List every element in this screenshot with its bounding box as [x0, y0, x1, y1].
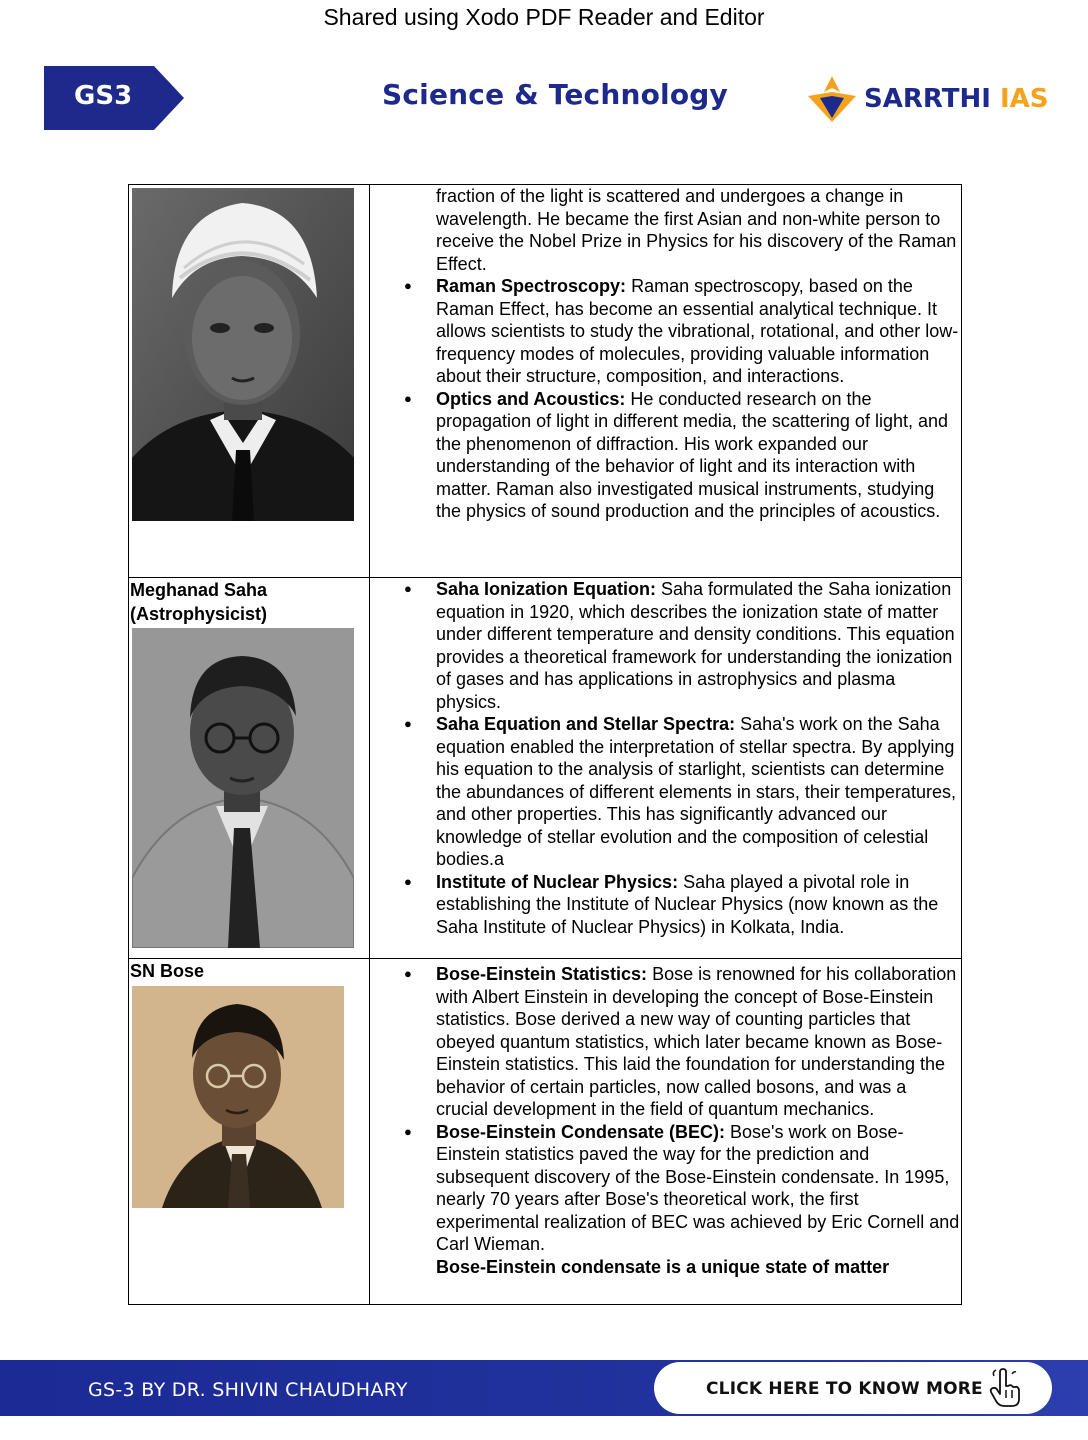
scientists-table — [128, 184, 962, 1305]
table-row — [129, 959, 962, 1305]
point-heading: Institute of Nuclear Physics: — [436, 871, 679, 892]
list-item — [436, 963, 961, 1121]
points-list — [370, 578, 961, 938]
shared-banner: Shared using Xodo PDF Reader and Editor — [323, 4, 765, 30]
brand-name — [864, 84, 1048, 114]
footer-author: GS-3 BY DR. SHIVIN CHAUDHARY — [88, 1379, 408, 1401]
point-text: Raman spectroscopy, based on the Raman Effect, has become an essential analytical technique. It allows scientists to study the vibrational, rotational, and other low-frequency modes of molecules, providing valuable information about their structure, composition, and interactions. — [436, 276, 959, 386]
point-heading: Saha Equation and Stellar Spectra: — [436, 714, 736, 734]
point-text: He conducted research on the propagation of light in different media, the scattering of light, and the phenomenon of diffraction. His work expanded our understanding of the behavior of light and its interaction with matter. Raman also investigated musical instruments, studying the physics of sound production and the principles of acoustics. — [436, 388, 948, 521]
point-heading: Bose-Einstein Condensate (BEC): — [436, 1121, 726, 1142]
points-list — [370, 959, 961, 1278]
scientist-subtitle: (Astrophysicist) — [130, 603, 268, 624]
know-more-label: CLICK HERE TO KNOW MORE — [706, 1379, 983, 1399]
brand-name-main: SARRTHI — [864, 84, 1000, 114]
point-text: Saha played a pivotal role in establishing the Institute of Nuclear Physics (now known as the Saha Institute of Nuclear Physics) in Kolkata, India. — [436, 871, 939, 937]
scientist-name: SN Bose — [130, 961, 205, 981]
point-heading: Saha Ionization Equation: — [436, 579, 656, 599]
point-heading: Raman Spectroscopy: — [436, 276, 627, 296]
continued-text — [436, 1256, 961, 1279]
scientist-cell — [129, 185, 370, 578]
table-row — [129, 185, 962, 578]
point-text: Bose's work on Bose-Einstein statistics paved the way for the prediction and subsequent discovery of the Bose-Einstein condensate. In 1995, nearly 70 years after Bose's theoretical work, the first experimental realization of BEC was achieved by Eric Cornell and Carl Wieman. — [436, 1121, 960, 1254]
list-item — [436, 871, 961, 939]
know-more-button[interactable] — [654, 1362, 1052, 1414]
page-header-title: Science & Technology — [382, 78, 728, 111]
details-cell — [370, 185, 962, 578]
point-text: Bose is renowned for his collaboration with Albert Einstein in developing the concept of Bose-Einstein statistics. Bose derived a new way of counting particles that obeyed quantum statistics, which later became known as Bose-Einstein statistics. This laid the foundation for understanding the behavior of certain particles, now called bosons, and was a crucial development in the field of quantum mechanics. — [436, 964, 957, 1119]
scientist-name: Meghanad Saha — [130, 580, 268, 600]
brand-logo[interactable] — [806, 74, 1049, 124]
scientist-cell — [129, 959, 370, 1305]
meghnad-saha-portrait — [132, 628, 354, 948]
details-cell — [370, 578, 962, 959]
list-item — [436, 1121, 961, 1256]
brand-name-accent: IAS — [999, 84, 1049, 114]
cv-raman-portrait — [132, 188, 354, 521]
table-row — [129, 578, 962, 959]
list-item — [436, 388, 961, 523]
list-item — [436, 578, 961, 713]
scientist-cell — [129, 578, 370, 959]
point-heading: Bose-Einstein Statistics: — [436, 964, 648, 984]
point-heading: Optics and Acoustics: — [436, 388, 626, 409]
details-cell — [370, 959, 962, 1305]
continued-text: fraction of the light is scattered and undergoes a change in wavelength. He became the first Asian and non-white person to receive the Nobel Prize in Physics for his discovery of the Raman Effect. — [436, 186, 957, 274]
pointing-hand-icon — [988, 1368, 1022, 1408]
sarrthi-logo-icon — [806, 74, 858, 124]
list-item — [436, 713, 961, 871]
sn-bose-portrait — [132, 986, 344, 1208]
gs3-tag-label: GS3 — [74, 81, 133, 111]
point-text: Saha formulated the Saha ionization equation in 1920, which describes the ionization state of matter under different temperature and density conditions. This equation provides a theoretical framework for understanding the ionization of gases and has applications in astrophysics and plasma physics. — [436, 579, 955, 712]
gs3-tag — [44, 66, 184, 130]
list-item — [436, 275, 961, 388]
point-text: Saha's work on the Saha equation enabled the interpretation of stellar spectra. By applying his equation to the analysis of starlight, scientists can determine the abundances of different elements in stars, their temperatures, and other properties. This has significantly advanced our knowledge of stellar evolution and the composition of celestial bodies.a — [436, 714, 956, 869]
points-list — [370, 185, 961, 523]
point-heading: Bose-Einstein condensate is a unique state of matter — [436, 1256, 890, 1277]
